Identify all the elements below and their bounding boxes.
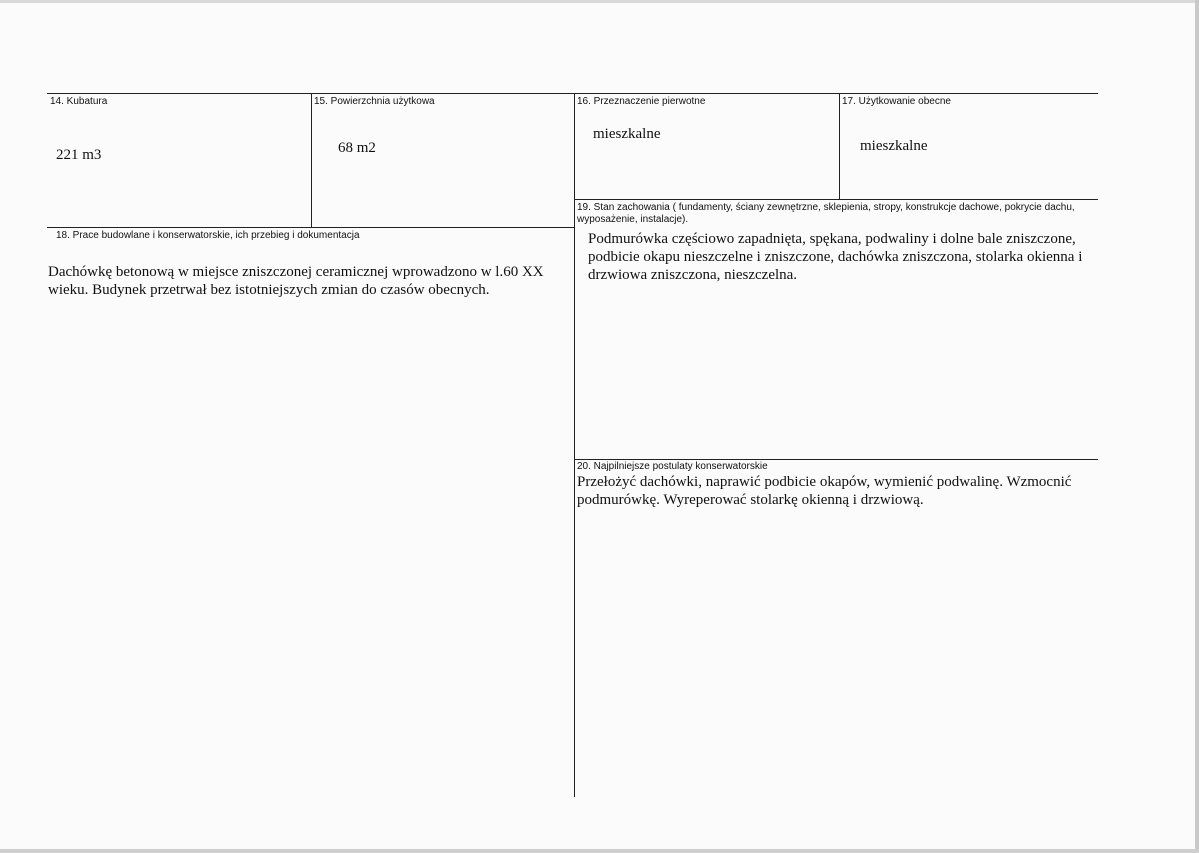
przeznaczenie-label: 16. Przeznaczenie pierwotne bbox=[577, 96, 706, 107]
col-divider-16-17 bbox=[839, 93, 840, 199]
powierzchnia-label: 15. Powierzchnia użytkowa bbox=[314, 96, 435, 107]
col-divider-14-15 bbox=[311, 93, 312, 227]
kubatura-label: 14. Kubatura bbox=[50, 96, 108, 107]
postulaty-value: Przełożyć dachówki, naprawić podbicie okapów, wymienić podwalinę. Wzmocnić podmurówkę. Wyreperować stolarkę okienną i drzwiową. bbox=[577, 474, 1072, 508]
row-top-rule bbox=[47, 93, 1098, 94]
uzytkowanie-label: 17. Użytkowanie obecne bbox=[842, 96, 951, 107]
przeznaczenie-value: mieszkalne bbox=[593, 126, 661, 142]
prace-value: Dachówkę betonową w miejsce zniszczonej ceramicznej wprowadzono w l.60 XX wieku. Budynek przetrwał bez istotniejszych zmian do czasów obecnych. bbox=[48, 264, 544, 298]
rule-above-20 bbox=[574, 459, 1098, 460]
uzytkowanie-value: mieszkalne bbox=[860, 138, 928, 154]
scan-edge-right bbox=[1195, 0, 1199, 853]
scan-edge-top bbox=[0, 0, 1199, 3]
powierzchnia-value: 68 m2 bbox=[338, 140, 376, 156]
rule-above-19 bbox=[574, 199, 1098, 200]
kubatura-value: 221 m3 bbox=[56, 147, 102, 163]
stan-label: 19. Stan zachowania ( fundamenty, ściany zewnętrzne, sklepienia, stropy, konstrukcje dachowe, pokrycie dachu, wyposażenie, instalacje). bbox=[577, 202, 1075, 225]
postulaty-label: 20. Najpilniejsze postulaty konserwatorskie bbox=[577, 461, 768, 472]
rule-above-18 bbox=[47, 227, 574, 228]
scan-edge-bottom bbox=[0, 849, 1199, 853]
stan-value: Podmurówka częściowo zapadnięta, spękana, podwaliny i dolne bale zniszczone, podbicie okapu nieszczelne i zniszczone, dachówka zniszczona, stolarka okienna i drzwiowa zniszczona, nieszczelna. bbox=[588, 231, 1083, 283]
prace-label: 18. Prace budowlane i konserwatorskie, ich przebieg i dokumentacja bbox=[56, 230, 360, 241]
